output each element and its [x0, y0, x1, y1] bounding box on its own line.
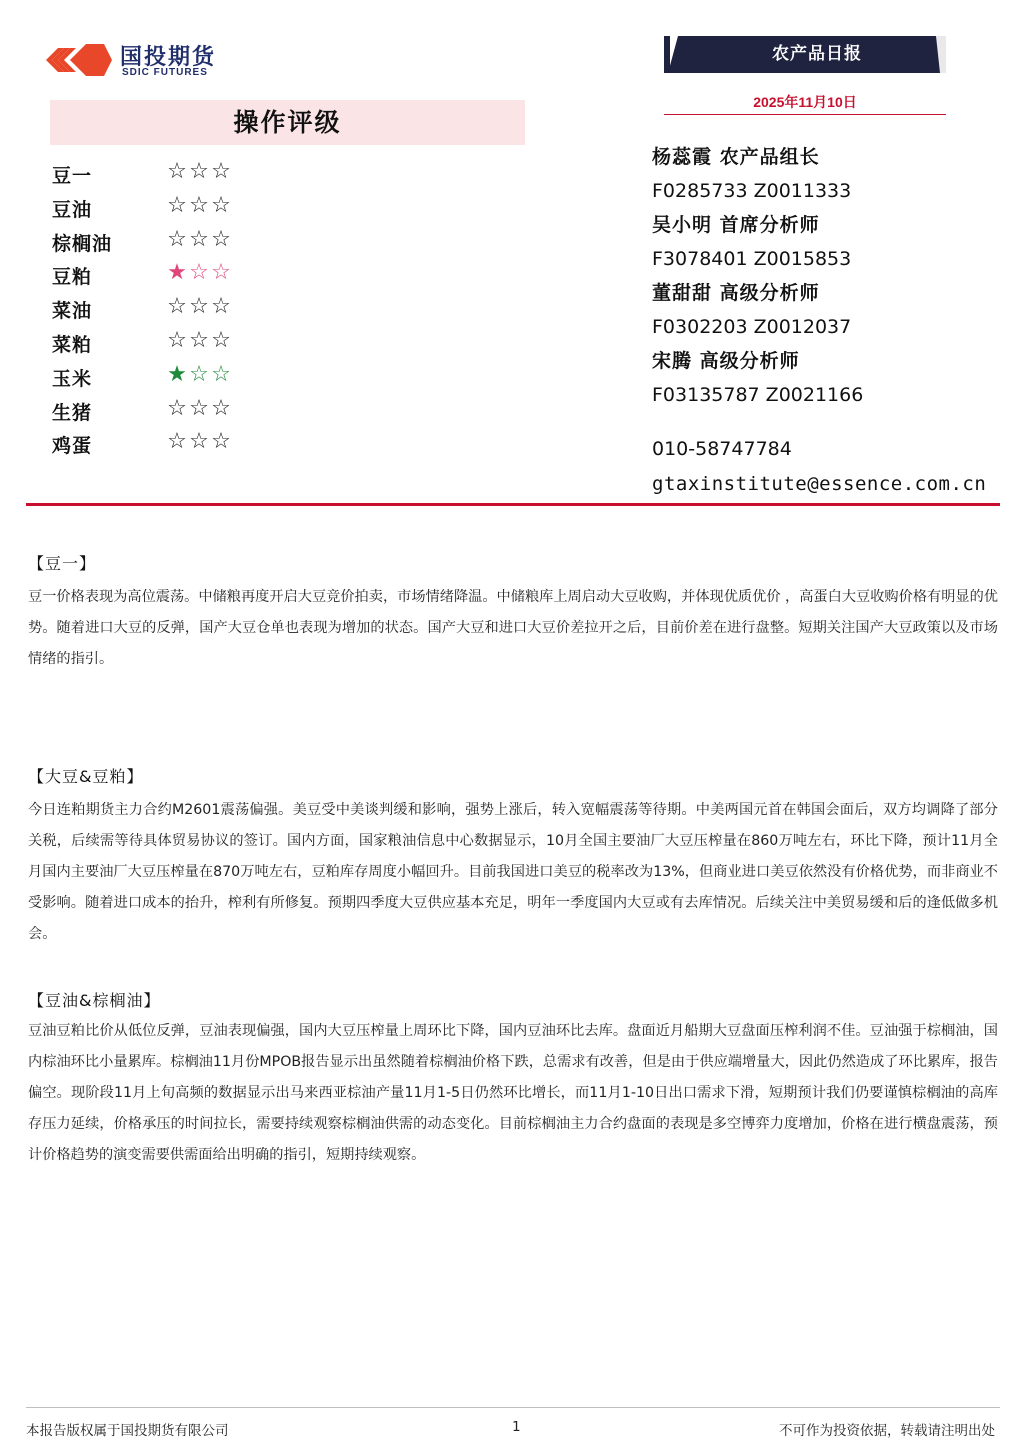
- footer-copyright: 本报告版权属于国投期货有限公司: [26, 1423, 229, 1439]
- rating-stars-icon: ★ ☆ ☆: [167, 361, 231, 387]
- rating-stars-icon: ☆ ☆ ☆: [167, 159, 231, 184]
- header-divider: [26, 503, 1000, 506]
- date-underline: [664, 114, 946, 115]
- rating-row: [52, 191, 352, 225]
- rating-title: 操作评级: [50, 100, 525, 145]
- section-heading-soybean-1: 【豆一】: [28, 554, 97, 573]
- report-date: 2025年11月10日: [753, 94, 857, 110]
- analyst-list: [652, 142, 992, 414]
- analyst-license-id: F0285733 Z0011333: [652, 180, 852, 202]
- brand-name-en: SDIC FUTURES: [122, 67, 208, 78]
- analyst-license-id: F03135787 Z0021166: [652, 384, 864, 406]
- rating-name: 菜油: [52, 300, 93, 323]
- rating-name: 豆粕: [52, 266, 93, 289]
- rating-row: [52, 326, 352, 360]
- analyst-license-id: F0302203 Z0012037: [652, 316, 852, 338]
- report-type-banner: [664, 36, 946, 73]
- section-heading-soy-palm-oil: 【豆油&棕榈油】: [28, 991, 161, 1010]
- rating-row: [52, 157, 352, 191]
- rating-row: [52, 225, 352, 259]
- analyst-name: 董甜甜 高级分析师: [652, 282, 820, 304]
- rating-stars-icon: ☆ ☆ ☆: [167, 294, 231, 320]
- rating-stars-icon: ☆ ☆ ☆: [167, 327, 231, 353]
- rating-stars-icon: ☆ ☆ ☆: [167, 395, 231, 421]
- company-logo: [42, 40, 242, 82]
- rating-name: 鸡蛋: [52, 435, 93, 458]
- footer-divider: [26, 1407, 1000, 1408]
- rating-name: 棕榈油: [52, 232, 113, 255]
- rating-row: [52, 360, 352, 394]
- rating-stars-icon: ☆ ☆ ☆: [167, 429, 231, 455]
- analyst-name: 宋腾 高级分析师: [652, 350, 800, 372]
- footer-disclaimer: 不可作为投资依据，转载请注明出处: [779, 1423, 995, 1439]
- rating-name: 豆油: [52, 198, 93, 221]
- rating-list: [52, 157, 352, 461]
- rating-name: 豆一: [52, 165, 93, 187]
- brand-name-cn: 国投期货: [120, 45, 217, 70]
- analyst-name: 杨蕊霞 农产品组长: [652, 146, 820, 168]
- rating-row: [52, 292, 352, 326]
- analyst-license-id: F3078401 Z0015853: [652, 248, 852, 270]
- section-body-soybean-1: 豆一价格表现为高位震荡。中储粮再度开启大豆竞价拍卖，市场情绪降温。中储粮库上周启动大豆收购，并体现优质优价 ，高蛋白大豆收购价格有明显的优势。随着进口大豆的反弹，国产大豆仓单也表现为增加的状态。国产大豆和进口大豆价差拉开之后，目前价差在进行盘整。短期关注国产大豆政策以及市场情绪的指引。: [28, 589, 998, 667]
- section-body-soybean-meal: 今日连粕期货主力合约M2601震荡偏强。美豆受中美谈判缓和影响，强势上涨后，转入宽幅震荡等待期。中美两国元首在韩国会面后，双方均调降了部分关税，后续需等待具体贸易协议的签订。国内方面，国家粮油信息中心数据显示，10月全国主要油厂大豆压榨量在860万吨左右，环比下降，预计11月全月国内主要油厂大豆压榨量在870万吨左右，豆粕库存周度小幅回升。目前我国进口美豆的税率改为13%，但商业进口美豆依然没有价格优势，而非商业不受影响。随着进口成本的抬升，榨利有所修复。预期四季度大豆供应基本充足，明年一季度国内大豆或有去库情况。后续关注中美贸易缓和后的逢低做多机会。: [28, 802, 998, 942]
- contact-email[interactable]: gtaxinstitute@essence.com.cn: [652, 473, 987, 495]
- rating-stars-icon: ☆ ☆ ☆: [167, 226, 231, 252]
- rating-row: [52, 394, 352, 428]
- analyst-name: 吴小明 首席分析师: [652, 214, 820, 236]
- rating-name: 玉米: [52, 367, 93, 390]
- logo-mark-icon: [42, 42, 114, 78]
- section-body-soy-palm-oil: 豆油豆粕比价从低位反弹，豆油表现偏强，国内大豆压榨量上周环比下降，国内豆油环比去库。盘面近月船期大豆盘面压榨利润不佳。豆油强于棕榈油，国内棕油环比小量累库。棕榈油11月份MPOB报告显示出虽然随着棕榈油价格下跌，总需求有改善，但是由于供应端增量大，因此仍然造成了环比累库，报告偏空。现阶段11月上旬高频的数据显示出马来西亚棕油产量11月1-5日仍然环比增长，而11月1-10日出口需求下滑，短期预计我们仍要谨慎棕榈油的高库存压力延续，价格承压的时间拉长，需要持续观察棕榈油供需的动态变化。目前棕榈油主力合约盘面的表现是多空博弈力度增加，价格在进行横盘震荡，预计价格趋势的演变需要供需面给出明确的指引，短期持续观察。: [28, 1023, 998, 1163]
- rating-name: 菜粕: [52, 333, 93, 356]
- report-type: 农产品日报: [772, 44, 862, 64]
- section-heading-soybean-meal: 【大豆&豆粕】: [28, 767, 144, 786]
- rating-stars-icon: ☆ ☆ ☆: [167, 192, 231, 218]
- rating-row: [52, 258, 352, 292]
- rating-stars-icon: ★ ☆ ☆: [167, 260, 231, 286]
- page-number: 1: [512, 1419, 521, 1435]
- rating-row: [52, 427, 352, 461]
- contact-phone: 010-58747784: [652, 438, 792, 460]
- rating-name: 生猪: [52, 401, 93, 424]
